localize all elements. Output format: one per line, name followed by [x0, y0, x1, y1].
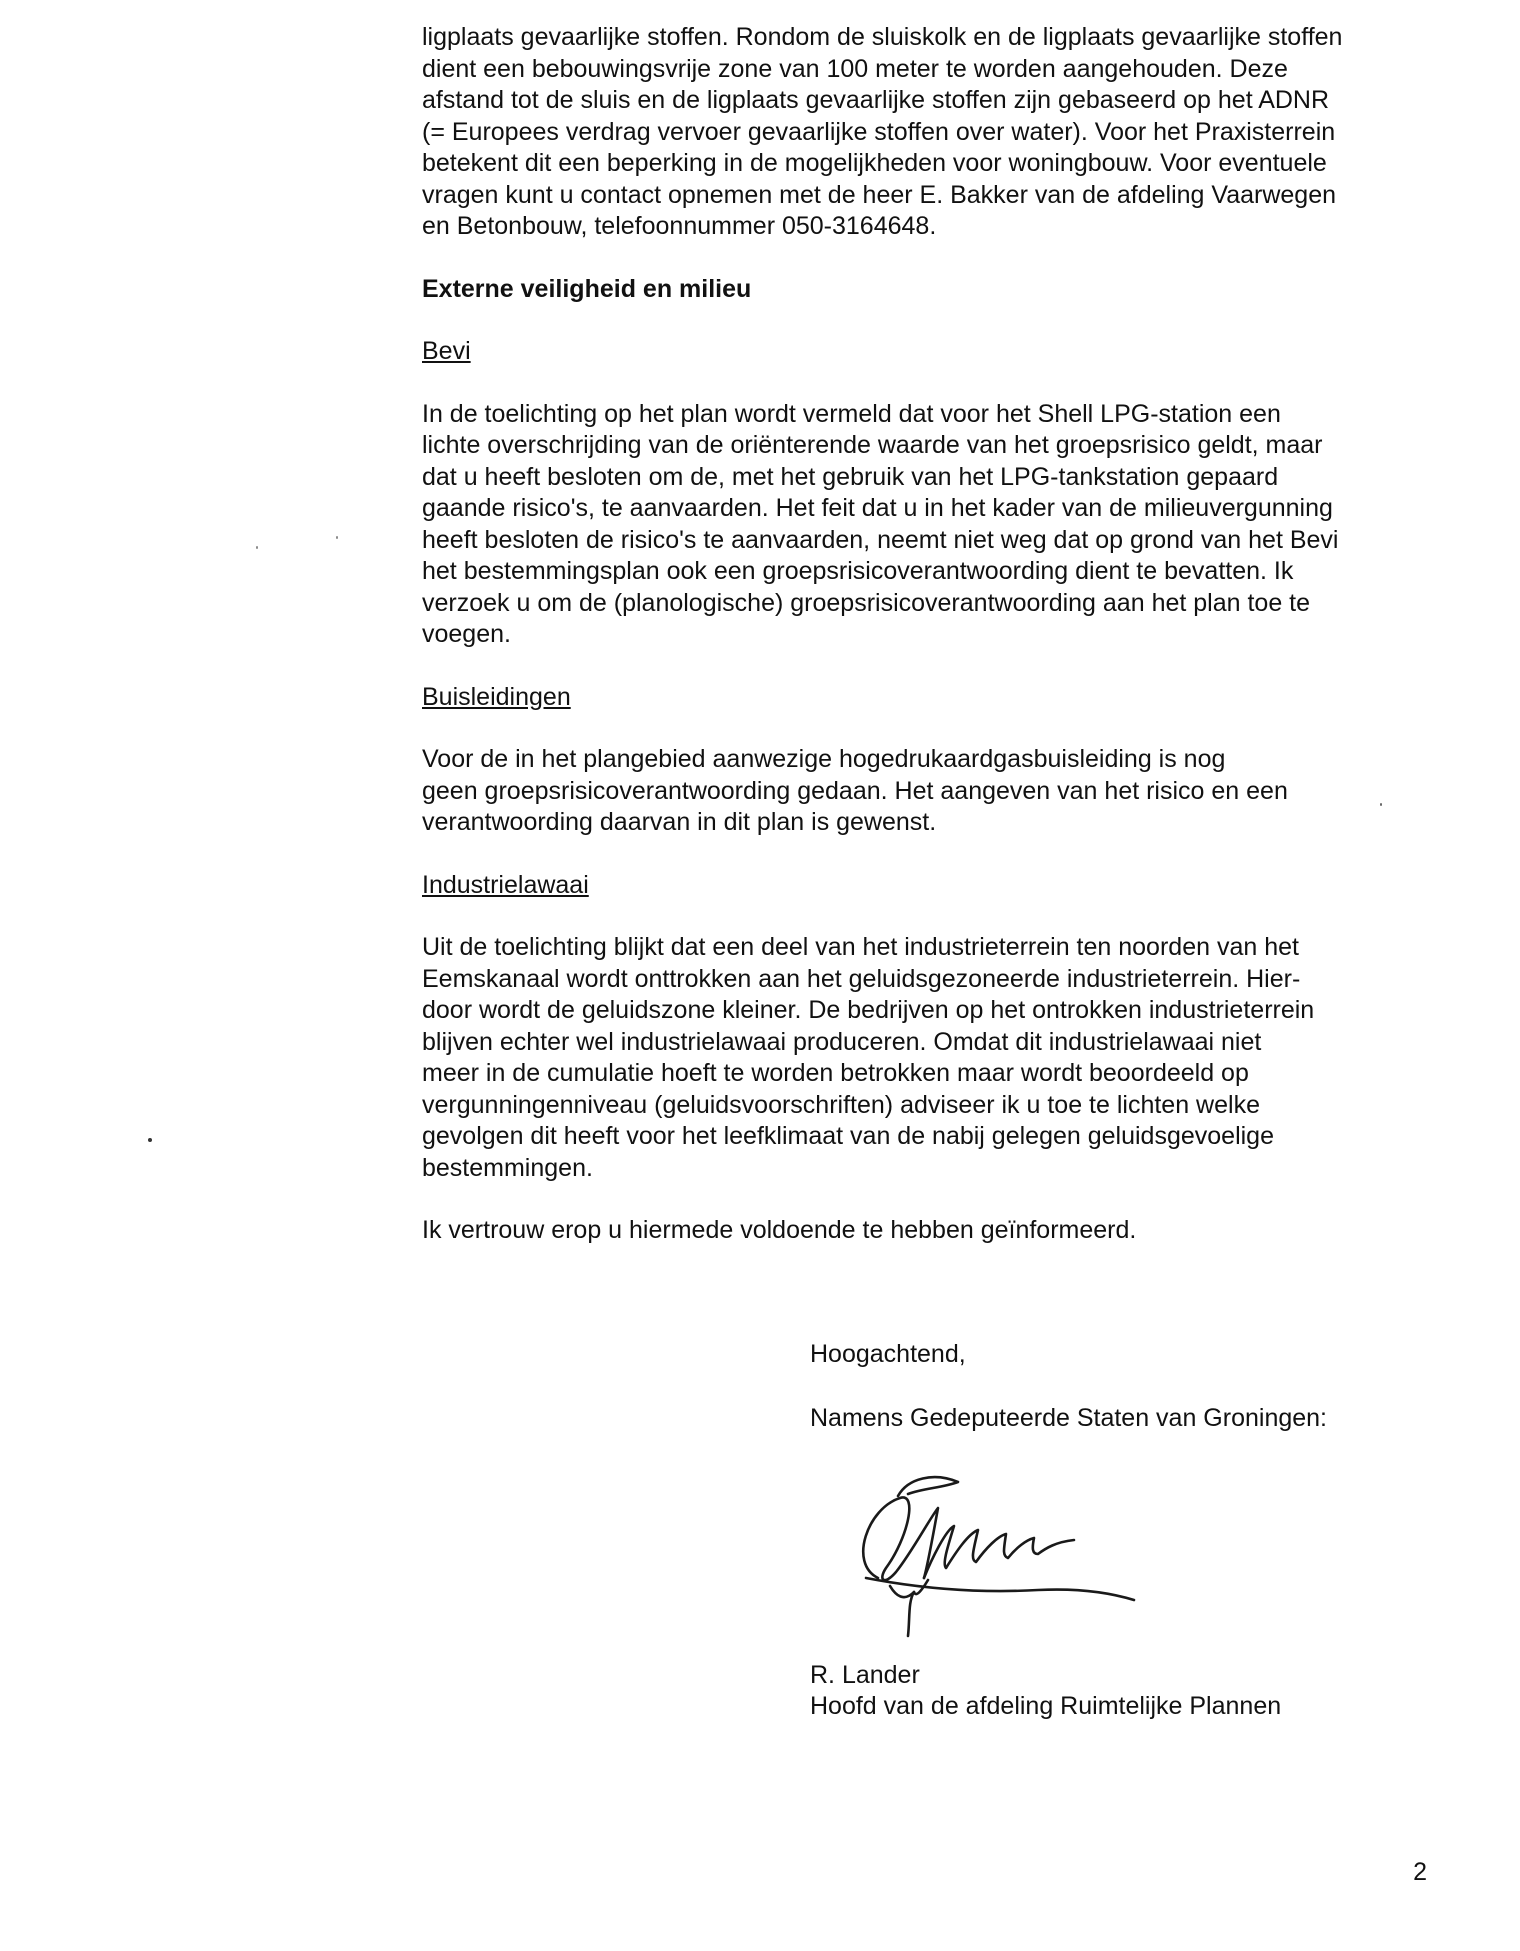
- bevi-paragraph: In de toelichting op het plan wordt vermeld dat voor het Shell LPG-station een lichte overschrijding van de oriënterende waarde van het groepsrisico geldt, maar dat u heeft besloten om de, met het gebruik van het LPG-tankstation gepaard gaande risico's, te aanvaarden. Het feit dat u in het kader van de milieuvergunning heeft besloten de risico's te aanvaarden, neemt niet weg dat op grond van het Bevi het bestemmingsplan ook een groepsrisicoverantwoording dient te bevatten. Ik verzoek u om de (planologische) groepsrisicoverantwoording aan het plan toe te voegen.: [422, 399, 1339, 648]
- bevi-heading: Bevi: [422, 337, 471, 365]
- scan-speck: [336, 536, 338, 539]
- on-behalf-line: Namens Gedeputeerde Staten van Groningen:: [810, 1404, 1328, 1432]
- section-heading: Externe veiligheid en milieu: [422, 274, 752, 303]
- industrielawaai-heading: Industrielawaai: [422, 870, 589, 899]
- intro-paragraph: ligplaats gevaarlijke stoffen. Rondom de sluiskolk en de ligplaats gevaarlijke stoffen dient een bebouwingsvrije zone van 100 meter te worden aangehouden. Deze afstand tot de sluis en de ligplaats gevaarlijke stoffen zijn gebaseerd op het ADNR (= Europees verdrag vervoer gevaarlijke stoffen over water). Voor het Praxisterrein betekent dit een beperking in de mogelijkheden voor woningbouw. Voor eventuele vragen kunt u contact opnemen met de heer E. Bakker van de afdeling Vaarwegen en Betonbouw, telefoonnummer 050-3164648.: [422, 23, 1343, 240]
- buisleidingen-paragraph: Voor de in het plangebied aanwezige hogedrukaardgasbuisleiding is nog geen groepsrisicoverantwoording gedaan. Het aangeven van het risico en een verantwoording daarvan in dit plan is gewenst.: [422, 745, 1288, 836]
- signer-name: R. Lander: [810, 1661, 920, 1689]
- buisleidingen-heading: Buisleidingen: [422, 682, 571, 711]
- scan-speck: [1380, 803, 1382, 806]
- closing-statement: Ik vertrouw erop u hiermede voldoende te hebben geïnformeerd.: [422, 1216, 1137, 1244]
- signature-icon: [838, 1468, 1198, 1638]
- page-number: 2: [1413, 1858, 1427, 1886]
- industrielawaai-paragraph: Uit de toelichting blijkt dat een deel van het industrieterrein ten noorden van het Eemskanaal wordt onttrokken aan het geluidsgezoneerde industrieterrein. Hier- door wordt de geluidszone kleiner. De bedrijven op het ontrokken industrieterrein blijven echter wel industrielawaai produceren. Omdat dit industrielawaai niet meer in de cumulatie hoeft te worden betrokken maar wordt beoordeeld op vergunningenniveau (geluidsvoorschriften) adviseer ik u toe te lichten welke gevolgen dit heeft voor het leefklimaat van de nabij gelegen geluidsgevoelige bestemmingen.: [422, 933, 1315, 1182]
- salutation: Hoogachtend,: [810, 1340, 966, 1368]
- scan-speck: [148, 1138, 152, 1142]
- signer-title: Hoofd van de afdeling Ruimtelijke Plannen: [810, 1692, 1282, 1720]
- letter-body: [422, 22, 1432, 1247]
- scan-speck: [256, 546, 258, 549]
